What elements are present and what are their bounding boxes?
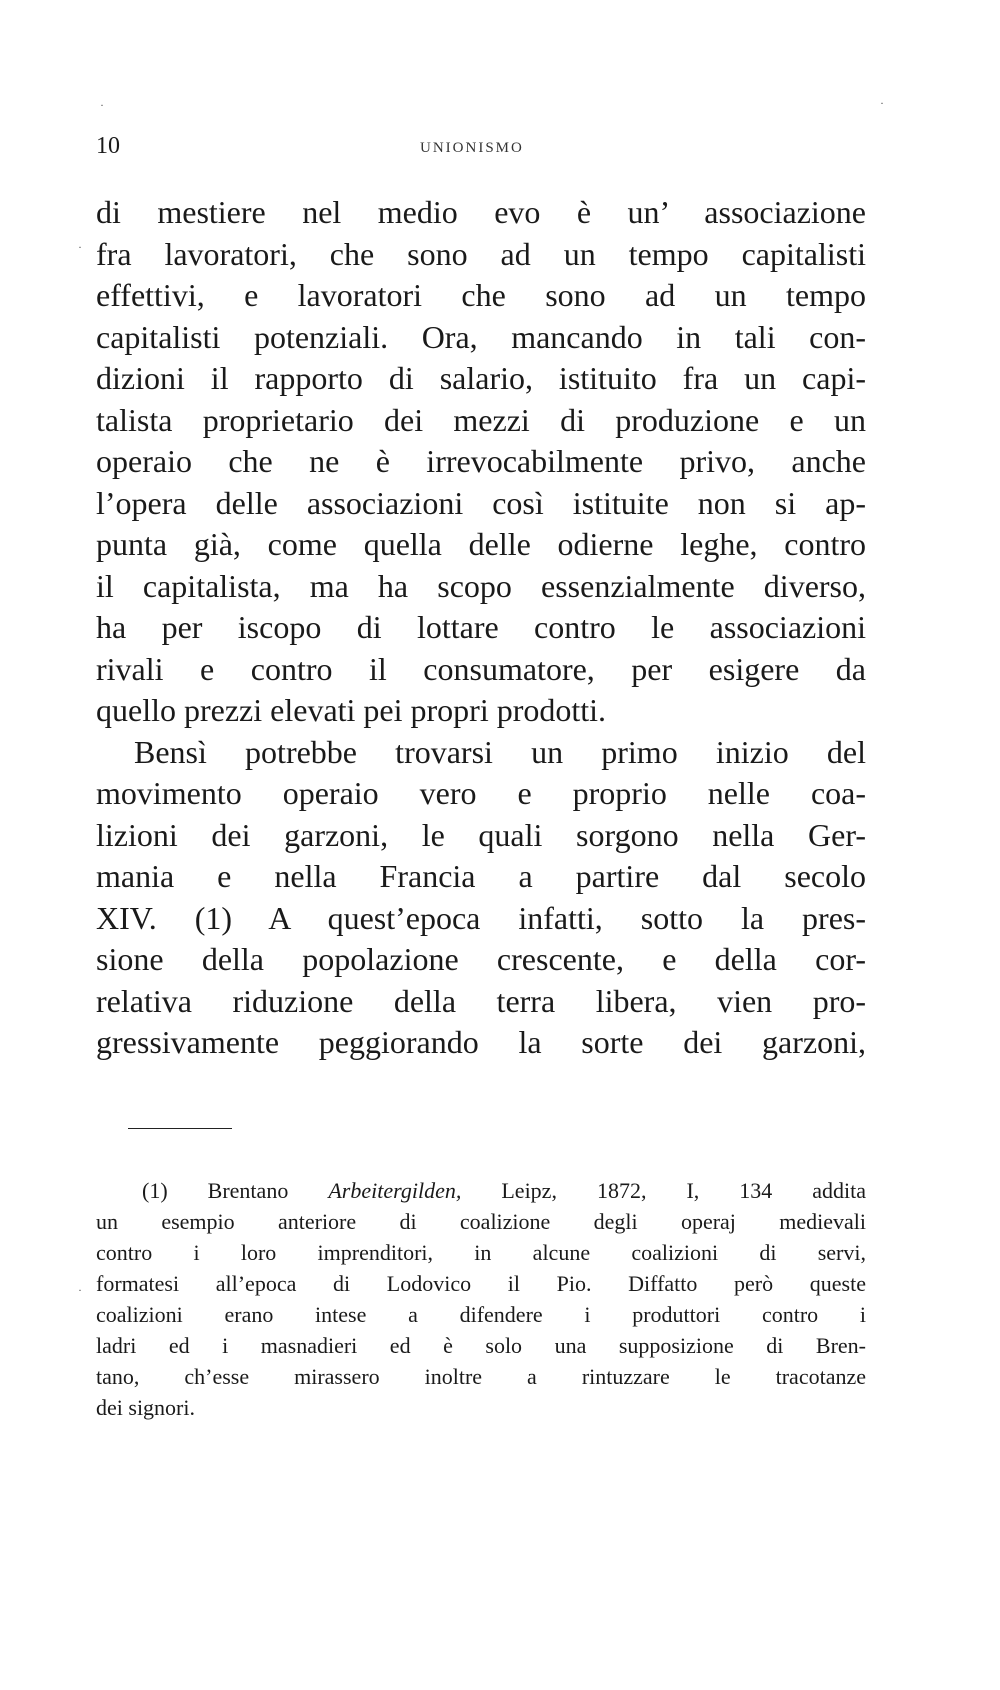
footnote-marker: (1)	[142, 1178, 168, 1203]
footnote-line: dei signori.	[96, 1395, 195, 1420]
text-line: rivali e contro il consumatore, per esigere da	[96, 650, 866, 687]
body-text	[96, 192, 866, 1064]
text-line: gressivamente peggiorando la sorte dei garzoni,	[96, 1024, 866, 1060]
text-line: di mestiere nel medio evo è un’ associazione	[96, 194, 866, 230]
text-line: quello prezzi elevati pei propri prodotti.	[96, 692, 607, 728]
text-line: l’opera delle associazioni così istituite non si ap-	[96, 484, 866, 521]
text-line: relativa riduzione della terra libera, vien pro-	[96, 982, 866, 1019]
footnote-author: Brentano	[207, 1178, 289, 1203]
text-line: punta già, come quella delle odierne leghe, contro	[96, 526, 866, 562]
footnote-line: contro i loro imprenditori, in alcune coalizioni di servi,	[96, 1240, 866, 1265]
text-line: fra lavoratori, che sono ad un tempo capitalisti	[96, 235, 866, 272]
page-number: 10	[96, 133, 120, 159]
text-line: operaio che ne è irrevocabilmente privo, anche	[96, 443, 866, 479]
footnote-rule	[128, 1128, 232, 1129]
footnote-line: tano, ch’esse mirassero inoltre a rintuzzare le tracotanze	[96, 1364, 866, 1389]
text-line: lizioni dei garzoni, le quali sorgono nella Ger-	[96, 816, 866, 853]
text-line: Bensì potrebbe trovarsi un primo inizio del	[134, 733, 866, 770]
text-line: sione della popolazione crescente, e della cor-	[96, 941, 866, 977]
text-line: il capitalista, ma ha scopo essenzialmente diverso,	[96, 567, 866, 604]
scan-speck: ·	[880, 96, 884, 110]
footnote-citation: Leipz, 1872, I, 134 addita	[501, 1178, 867, 1203]
footnote-line: formatesi all’epoca di Lodovico il Pio. Diffatto però queste	[96, 1271, 866, 1296]
text-line: XIV. (1) A quest’epoca infatti, sotto la pres-	[96, 899, 866, 936]
text-line: capitalisti potenziali. Ora, mancando in tali con-	[96, 318, 866, 355]
footnote-title: Arbeitergilden,	[328, 1178, 462, 1203]
text-line: movimento operaio vero e proprio nelle coa-	[96, 775, 866, 811]
scan-speck: ·	[100, 98, 104, 112]
scan-speck: ·	[78, 1283, 82, 1297]
footnote-line: ladri ed i masnadieri ed è solo una supposizione di Bren-	[96, 1333, 866, 1358]
footnote-line: coalizioni erano intese a difendere i produttori contro i	[96, 1302, 866, 1327]
scan-speck: ·	[78, 240, 82, 254]
text-line: mania e nella Francia a partire dal secolo	[96, 858, 866, 894]
footnote-line	[96, 1175, 866, 1206]
text-line: dizioni il rapporto di salario, istituito fra un capi-	[96, 360, 866, 396]
text-line: talista proprietario dei mezzi di produzione e un	[96, 401, 866, 438]
text-line: ha per iscopo di lottare contro le associazioni	[96, 609, 866, 645]
running-head: UNIONISMO	[420, 140, 524, 156]
footnote-line: un esempio anteriore di coalizione degli operaj medievali	[96, 1209, 866, 1234]
text-line: effettivi, e lavoratori che sono ad un tempo	[96, 277, 866, 313]
footnote	[96, 1175, 866, 1423]
